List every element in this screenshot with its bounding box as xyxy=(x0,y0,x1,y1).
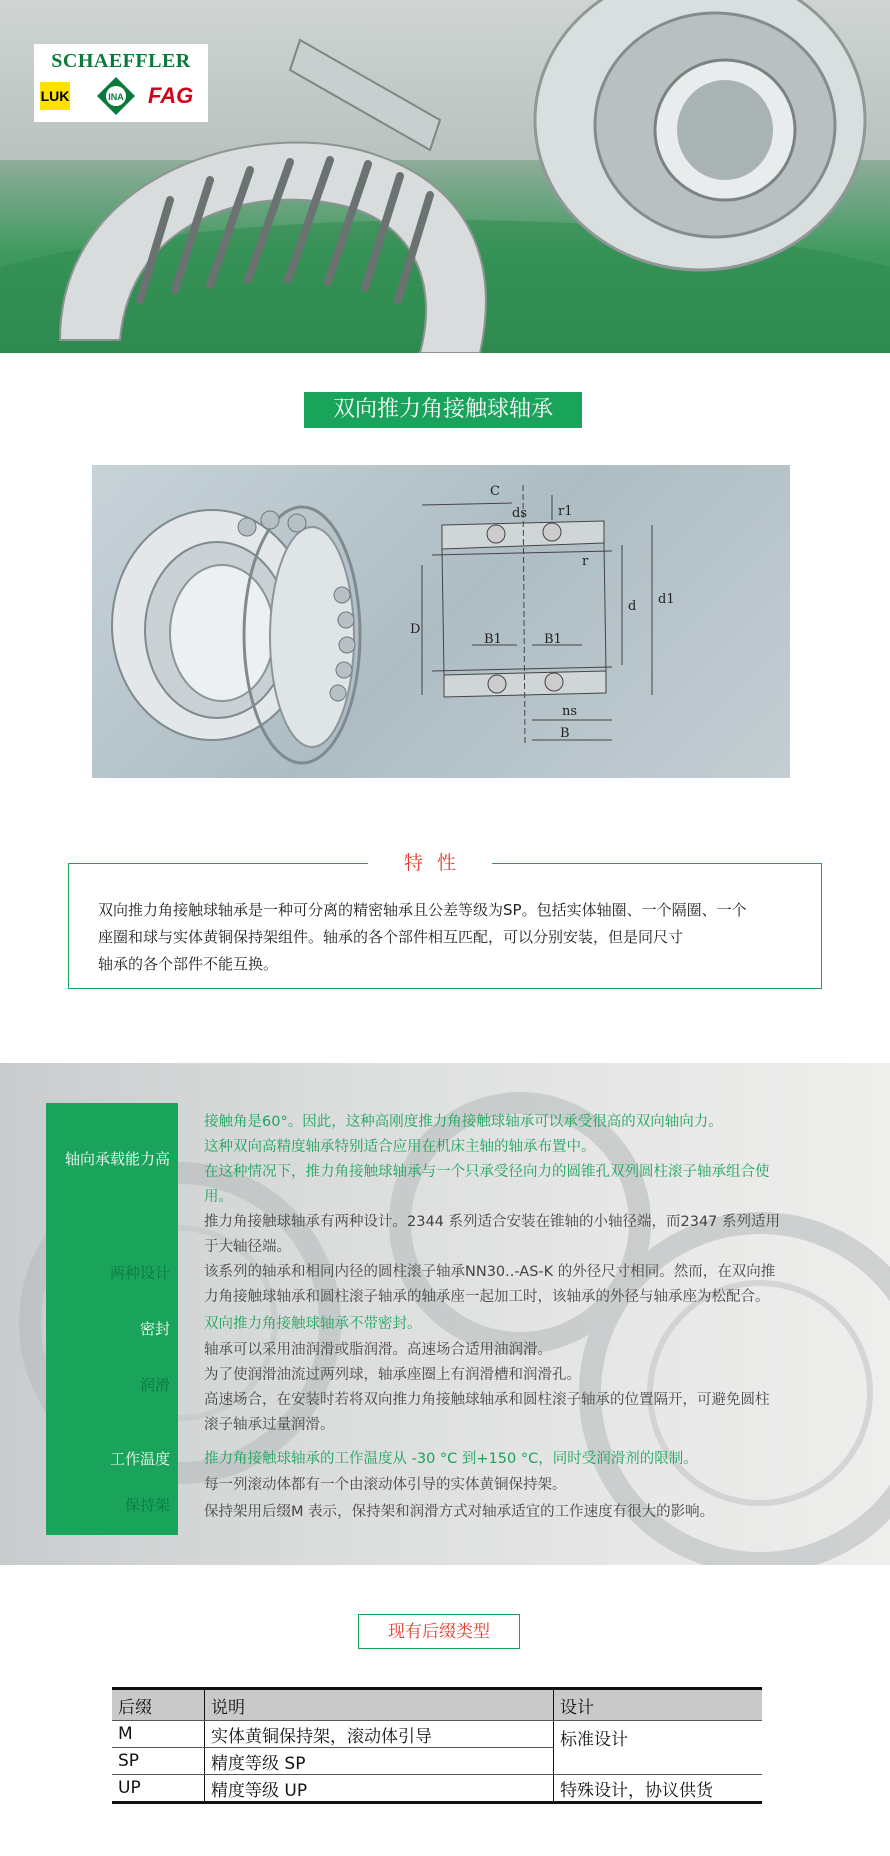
dim-label-r1: r1 xyxy=(558,504,573,519)
table-header-cell: 说明 xyxy=(205,1689,554,1721)
spec-line: 于大轴径端。 xyxy=(204,1239,291,1255)
table-cell: 特殊设计，协议供货 xyxy=(554,1775,763,1803)
table-header-row xyxy=(112,1689,762,1721)
dim-label-ns: ns xyxy=(562,704,578,719)
dim-label-B: B xyxy=(560,726,570,741)
table-cell: 标准设计 xyxy=(554,1721,763,1775)
dim-label-ds: ds xyxy=(512,506,527,521)
spec-line: 保持架用后缀M 表示，保持架和润滑方式对轴承适宜的工作速度有很大的影响。 xyxy=(204,1504,715,1520)
table-header-cell: 后缀 xyxy=(112,1689,205,1721)
dim-label-d: d xyxy=(628,599,637,614)
spec-label-seal: 密封 xyxy=(139,1320,170,1338)
product-title: 双向推力角接触球轴承 xyxy=(304,392,582,428)
bearing-illustration xyxy=(112,507,360,763)
spec-label-lube: 润滑 xyxy=(139,1376,170,1394)
hero-banner xyxy=(0,0,890,353)
dim-label-b1-right: B1 xyxy=(544,632,562,647)
table-row xyxy=(112,1775,762,1803)
ina-logo-text: INA xyxy=(108,92,124,102)
spec-label-designs: 两种设计 xyxy=(109,1264,170,1282)
features-line: 座圈和球与实体黄铜保持架组件。轴承的各个部件相互匹配，可以分别安装，但是同尺寸 xyxy=(98,928,684,946)
dim-label-D: D xyxy=(410,622,421,637)
spec-label-temp: 工作温度 xyxy=(109,1450,170,1468)
table-cell: M xyxy=(112,1721,205,1748)
table-cell: 精度等级 SP xyxy=(205,1748,554,1775)
logo-brand-text: SCHAEFFLER xyxy=(51,50,191,72)
spec-line: 这种双向高精度轴承特别适合应用在机床主轴的轴承布置中。 xyxy=(204,1139,596,1155)
suffix-types-title: 现有后缀类型 xyxy=(358,1614,520,1649)
spec-line: 滚子轴承过量润滑。 xyxy=(204,1417,335,1433)
features-title: 特性 xyxy=(403,852,470,874)
table-cell: SP xyxy=(112,1748,205,1775)
spec-line: 推力角接触球轴承的工作温度从 -30 °C 到+150 °C，同时受润滑剂的限制。 xyxy=(204,1451,698,1467)
spec-line: 为了使润滑油流过两列球，轴承座圈上有润滑槽和润滑孔。 xyxy=(204,1367,581,1383)
spec-label-cage: 保持架 xyxy=(124,1496,170,1514)
spec-line: 在这种情况下，推力角接触球轴承与一个只承受径向力的圆锥孔双列圆柱滚子轴承组合使 xyxy=(204,1164,770,1180)
spec-line: 推力角接触球轴承有两种设计。2344 系列适合安装在锥轴的小轴径端，而2347 系列适用 xyxy=(204,1214,781,1230)
spec-line: 用。 xyxy=(204,1189,233,1205)
dim-label-r: r xyxy=(582,554,589,569)
spec-line: 高速场合，在安装时若将双向推力角接触球轴承和圆柱滚子轴承的位置隔开，可避免圆柱 xyxy=(204,1392,770,1408)
table-cell: 精度等级 UP xyxy=(205,1775,554,1803)
suffix-table xyxy=(112,1687,762,1804)
table-row xyxy=(112,1721,762,1748)
bearing-drawing xyxy=(92,465,790,778)
dim-label-d1: d1 xyxy=(658,592,675,607)
spec-line: 力角接触球轴承和圆柱滚子轴承的轴承座一起加工时，该轴承的外径与轴承座为松配合。 xyxy=(204,1289,770,1305)
spec-line: 双向推力角接触球轴承不带密封。 xyxy=(204,1316,422,1332)
table-cell: 实体黄铜保持架，滚动体引导 xyxy=(205,1721,554,1748)
product-diagram xyxy=(92,465,790,778)
spec-line: 接触角是60°。因此，这种高刚度推力角接触球轴承可以承受很高的双向轴向力。 xyxy=(204,1114,723,1130)
features-line: 轴承的各个部件不能互换。 xyxy=(98,955,279,973)
ina-logo-icon xyxy=(96,76,136,116)
dim-label-c: C xyxy=(490,484,500,499)
schaeffler-logo xyxy=(34,44,208,122)
technical-drawing xyxy=(422,485,652,745)
table-header-cell: 设计 xyxy=(554,1689,763,1721)
features-text xyxy=(98,897,798,978)
spec-line: 每一列滚动体都有一个由滚动体引导的实体黄铜保持架。 xyxy=(204,1477,567,1493)
spec-label-axial: 轴向承载能力高 xyxy=(64,1150,170,1168)
spec-sidebar xyxy=(46,1103,178,1535)
table-cell: UP xyxy=(112,1775,205,1803)
spec-line: 该系列的轴承和相同内径的圆柱滚子轴承NN30..-AS-K 的外径尺寸相同。然而，在双向推 xyxy=(204,1264,776,1280)
dim-label-b1-left: B1 xyxy=(484,632,502,647)
spec-line: 轴承可以采用油润滑或脂润滑。高速场合适用油润滑。 xyxy=(204,1342,552,1358)
luk-logo: LUK xyxy=(40,82,70,110)
fag-logo: FAG xyxy=(148,83,194,108)
features-line: 双向推力角接触球轴承是一种可分离的精密轴承且公差等级为SP。包括实体轴圈、一个隔圈、一个 xyxy=(98,901,747,919)
